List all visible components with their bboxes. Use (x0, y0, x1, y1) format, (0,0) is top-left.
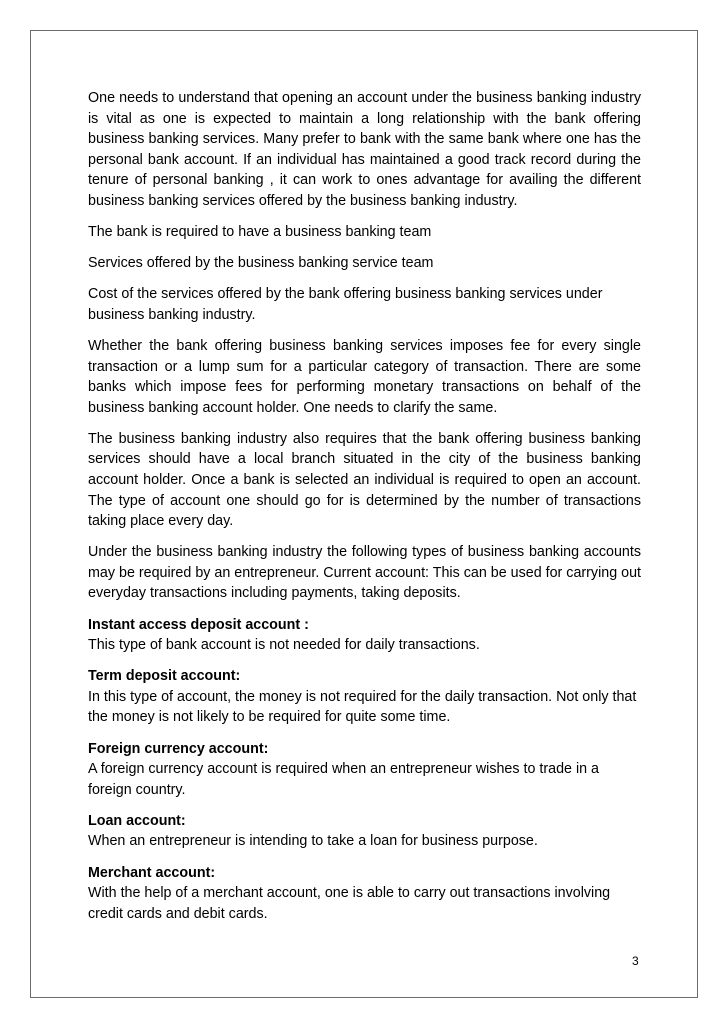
paragraph-services-offered: Services offered by the business banking service team (88, 255, 434, 272)
paragraph-intro: One needs to understand that opening an account under the business banking industry is vital as one is expected to maintain a long relationship with the bank offering business banking services. Many prefer to bank with the same bank where one has the personal bank account. If an individual has maintained a good track record during the tenure of personal banking , it can work to ones advantage for availing the different business banking services offered by the business banking industry. (88, 90, 641, 209)
section-term-deposit (88, 666, 641, 728)
paragraph-fees: Whether the bank offering business banking services imposes fee for every single transaction or a lump sum for a particular category of transaction. There are some banks which impose fees for performing monetary transactions on behalf of the business banking account holder. One needs to clarify the same. (88, 337, 641, 416)
paragraph-business-banking-team: The bank is required to have a business banking team (88, 224, 432, 241)
section-loan-account (88, 811, 641, 852)
page-number: 3 (632, 954, 639, 968)
section-body: This type of bank account is not needed for daily transactions. (88, 637, 480, 654)
section-body: In this type of account, the money is not required for the daily transaction. Not only that the money is not likely to be required for quite some time. (88, 688, 637, 726)
section-body: A foreign currency account is required when an entrepreneur wishes to trade in a foreign country. (88, 761, 600, 798)
section-heading: Instant access deposit account : (88, 616, 309, 633)
section-heading: Loan account: (88, 812, 186, 829)
section-heading: Term deposit account: (88, 668, 241, 685)
section-merchant-account (88, 863, 641, 925)
section-foreign-currency (88, 739, 641, 801)
section-instant-access-deposit (88, 615, 641, 656)
section-heading: Foreign currency account: (88, 740, 269, 757)
document-body (88, 88, 641, 935)
paragraph-local-branch: The business banking industry also requires that the bank offering business banking services should have a local branch situated in the city of the business banking account holder. Once a bank is selected an individual is required to open an account. The type of account one should go for is determined by the number of transactions taking place every day. (88, 430, 641, 530)
paragraph-cost-of-services: Cost of the services offered by the bank offering business banking services under business banking industry. (88, 286, 603, 323)
section-body: When an entrepreneur is intending to take a loan for business purpose. (88, 833, 538, 850)
paragraph-account-types-intro: Under the business banking industry the following types of business banking accounts may be required by an entrepreneur. Current account: This can be used for carrying out everyday transactions including payments, taking deposits. (88, 544, 641, 602)
section-heading: Merchant account: (88, 864, 216, 881)
section-body: With the help of a merchant account, one is able to carry out transactions involving credit cards and debit cards. (88, 885, 611, 922)
